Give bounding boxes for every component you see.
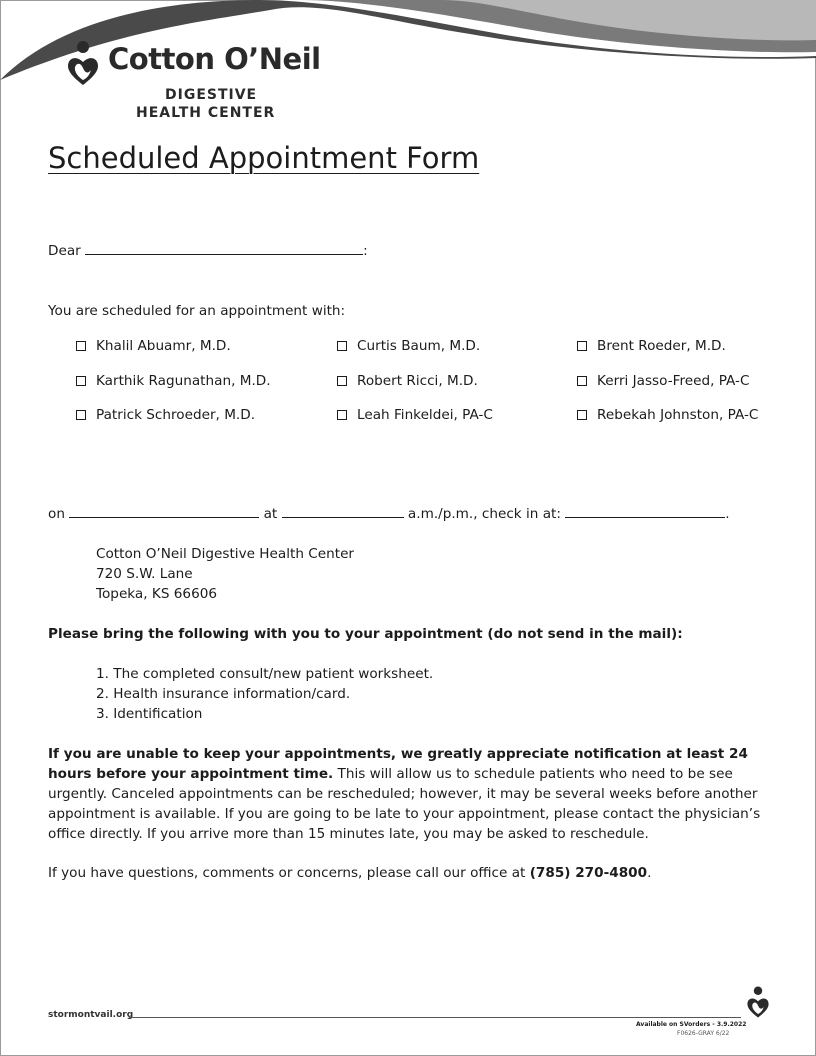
provider-option[interactable] xyxy=(577,373,749,389)
checkbox-icon[interactable] xyxy=(577,376,587,386)
provider-option[interactable] xyxy=(76,338,231,354)
provider-label: Kerri Jasso-Freed, PA-C xyxy=(597,373,750,389)
logo-name: Cotton O’Neil xyxy=(108,42,321,76)
footer-divider xyxy=(129,1017,741,1018)
line-end: . xyxy=(725,506,730,522)
provider-label: Rebekah Johnston, PA-C xyxy=(597,407,759,423)
recipient-name-field[interactable] xyxy=(85,243,363,255)
checkbox-icon[interactable] xyxy=(76,376,86,386)
address-line: 720 S.W. Lane xyxy=(96,566,193,582)
cotton-oneil-logo-icon xyxy=(66,40,100,86)
dear-label: Dear xyxy=(48,243,81,259)
checkbox-icon[interactable] xyxy=(337,410,347,420)
checkbox-icon[interactable] xyxy=(337,341,347,351)
dear-line xyxy=(48,243,368,259)
provider-option[interactable] xyxy=(577,338,726,354)
list-item: 3. Identification xyxy=(96,706,203,722)
date-field[interactable] xyxy=(69,506,259,518)
questions-line xyxy=(48,865,651,881)
checkbox-icon[interactable] xyxy=(76,341,86,351)
cancellation-policy xyxy=(48,744,778,844)
office-phone: (785) 270-4800 xyxy=(529,865,648,881)
checkbox-icon[interactable] xyxy=(76,410,86,420)
bring-heading: Please bring the following with you to your appointment (do not send in the mail): xyxy=(48,626,683,642)
list-item: 1. The completed consult/new patient worksheet. xyxy=(96,666,434,682)
provider-list xyxy=(76,338,776,428)
questions-text: If you have questions, comments or concerns, please call our office at xyxy=(48,865,530,881)
page-title: Scheduled Appointment Form xyxy=(48,141,480,175)
provider-label: Karthik Ragunathan, M.D. xyxy=(96,373,271,389)
scheduled-with-text: You are scheduled for an appointment with: xyxy=(48,303,346,319)
provider-option[interactable] xyxy=(76,407,255,423)
footer-website: stormontvail.org xyxy=(48,1010,134,1020)
provider-label: Curtis Baum, M.D. xyxy=(357,338,481,354)
provider-label: Khalil Abuamr, M.D. xyxy=(96,338,231,354)
provider-label: Leah Finkeldei, PA-C xyxy=(357,407,493,423)
questions-end: . xyxy=(647,865,652,881)
provider-label: Brent Roeder, M.D. xyxy=(597,338,726,354)
time-field[interactable] xyxy=(282,506,404,518)
logo-subtitle-line2: HEALTH CENTER xyxy=(136,105,276,121)
address-line: Topeka, KS 66606 xyxy=(96,586,218,602)
check-in-time-field[interactable] xyxy=(565,506,725,518)
provider-label: Patrick Schroeder, M.D. xyxy=(96,407,256,423)
on-label: on xyxy=(48,506,65,522)
clinic-address xyxy=(96,544,354,604)
cotton-oneil-logo-icon xyxy=(746,985,770,1019)
provider-option[interactable] xyxy=(577,407,758,423)
checkbox-icon[interactable] xyxy=(337,376,347,386)
cancellation-policy-text: This will allow us to schedule patients who need to be see urgently. Canceled appointments can be rescheduled; however, it may be several weeks before another appointment is available. If you are going to be late to your appointment, please contact the physician’s office directly. If you arrive more than 15 minutes late, you may be asked to reschedule. xyxy=(48,766,761,842)
logo-subtitle-line1: DIGESTIVE xyxy=(165,87,258,103)
appointment-line xyxy=(48,506,730,522)
bring-list xyxy=(96,664,433,724)
at-label: at xyxy=(263,506,278,522)
checkbox-icon[interactable] xyxy=(577,410,587,420)
address-line: Cotton O’Neil Digestive Health Center xyxy=(96,546,355,562)
provider-option[interactable] xyxy=(337,407,493,423)
cancellation-policy-bold: If you are unable to keep your appointments, we greatly appreciate notification at least 24 hours before your appointment time. xyxy=(48,746,748,782)
list-item: 2. Health insurance information/card. xyxy=(96,686,351,702)
ampm-label: a.m./p.m., check in at: xyxy=(407,506,561,522)
provider-option[interactable] xyxy=(337,338,480,354)
provider-label: Robert Ricci, M.D. xyxy=(357,373,478,389)
dear-suffix: : xyxy=(363,243,368,259)
logo-subtitle xyxy=(136,86,275,122)
checkbox-icon[interactable] xyxy=(577,341,587,351)
provider-option[interactable] xyxy=(337,373,478,389)
provider-option[interactable] xyxy=(76,373,271,389)
footer-availability: Available on SVorders - 3.9.2022 xyxy=(636,1021,747,1028)
footer-form-code: F0626-GRAY 6/22 xyxy=(677,1030,730,1037)
